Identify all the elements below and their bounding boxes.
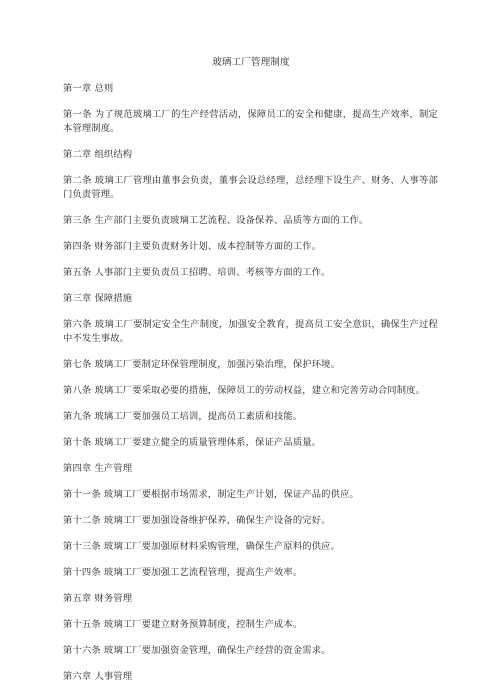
chapter-heading: 第一章 总则 <box>63 83 114 94</box>
article-paragraph: 第十六条 玻璃工厂要加强资金管理，确保生产经营的资金需求。 <box>63 645 331 656</box>
chapter-heading: 第六章 人事管理 <box>63 671 133 682</box>
chapter-heading: 第五章 财务管理 <box>63 593 133 604</box>
article-paragraph: 第十三条 玻璃工厂要加强原材料采购管理，确保生产原料的供应。 <box>63 541 341 552</box>
article-paragraph: 第四条 财务部门主要负责财务计划、成本控制等方面的工作。 <box>63 241 322 252</box>
article-paragraph: 第八条 玻璃工厂要采取必要的措施，保障员工的劳动权益，建立和完善劳动合同制度。 <box>63 385 426 396</box>
article-paragraph: 第六条 玻璃工厂要制定安全生产制度，加强安全教育，提高员工安全意识，确保生产过程中不发生事故。 <box>63 319 438 344</box>
document-body <box>63 82 438 696</box>
article-paragraph: 第二条 玻璃工厂管理由董事会负责，董事会设总经理，总经理下设生产、财务、人事等部门负责管理。 <box>63 175 438 200</box>
chapter-heading: 第四章 生产管理 <box>63 463 133 474</box>
article-paragraph: 第十二条 玻璃工厂要加强设备维护保养，确保生产设备的完好。 <box>63 515 331 526</box>
chapter-heading: 第三章 保障措施 <box>63 293 133 304</box>
document-title: 玻璃工厂管理制度 <box>212 57 290 68</box>
article-paragraph: 第三条 生产部门主要负责玻璃工艺流程、设备保养、品质等方面的工作。 <box>63 215 369 226</box>
chapter-heading: 第二章 组织结构 <box>63 149 133 160</box>
article-paragraph: 第一条 为了规范玻璃工厂的生产经营活动，保障员工的安全和健康，提高生产效率，制定本管理制度。 <box>63 109 438 134</box>
article-paragraph: 第十五条 玻璃工厂要建立财务预算制度，控制生产成本。 <box>63 619 303 630</box>
article-paragraph: 第十条 玻璃工厂要建立健全的质量管理体系，保证产品质量。 <box>63 437 322 448</box>
article-paragraph: 第十一条 玻璃工厂要根据市场需求，制定生产计划，保证产品的供应。 <box>63 489 359 500</box>
article-paragraph: 第五条 人事部门主要负责员工招聘、培训、考核等方面的工作。 <box>63 267 331 278</box>
article-paragraph: 第九条 玻璃工厂要加强员工培训，提高员工素质和技能。 <box>63 411 303 422</box>
article-paragraph: 第七条 玻璃工厂要制定环保管理制度，加强污染治理，保护环境。 <box>63 359 341 370</box>
article-paragraph: 第十四条 玻璃工厂要加强工艺流程管理，提高生产效率。 <box>63 567 303 578</box>
